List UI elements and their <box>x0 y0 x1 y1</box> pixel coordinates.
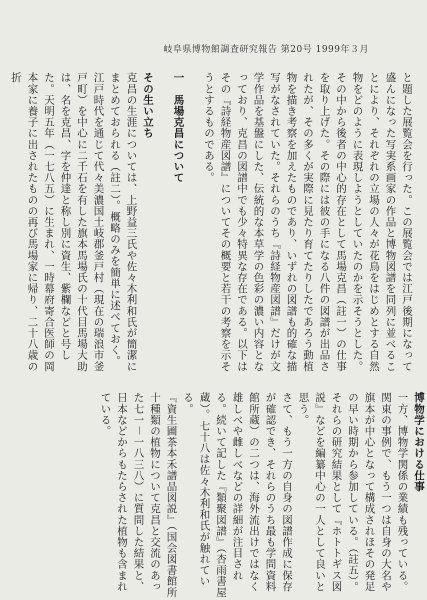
biography-paragraph-2: 江戸時代を通じて代々美濃国土岐郡釜戸村（現在の瑞浪市釜戸町）を中心に二千石を有した旗本馬場氏の十代目馬場大助は、名を克昌、字を仲達と称し別に資生、紫欄などと号した。天明五年（一七八五）に生まれ、一時幕府寄合医師の岡本家に養子に出されたものの再び馬場家に帰り、二十八歳の折 <box>10 72 105 372</box>
upper-text-block <box>8 72 416 372</box>
natural-history-paragraph-3: 『資生圃茶本禾譜品図説』（国会図書館所十種類の植物について克昌と交流のあった七一－一八三八）に質問した結果と、日本などからもたらされた植物も含まれている。 <box>99 392 178 598</box>
publication-date: 1999年３月 <box>315 45 369 55</box>
journal-title: 岐阜県博物館調査研究報告 <box>163 45 278 55</box>
natural-history-paragraph-2: さて、もう一方の自身の図譜作成に保存が確認でき、それらのうち最も学問資料館所蔵）の二つは、海外流出けではなく雄しべや雌しべなどの詳細が注目される。続いて記した『類聚図譜』（杏雨書屋蔵）。七十八は佐々木利和氏が触れている。 <box>182 392 293 598</box>
intro-paragraph: と題した展覧会を行った。この展覧会では江戸後期になって盛んになった写実系画家の作品と博物図譜を同列に並べることにより、それぞれの立場の人々が花鳥をはじめとする自然物をどのように表現しようとしていたのかを示そうとした。その中から後者の中心的存在として馬場克昌（註一）の仕事を取り上げた。その際には彼の手になる八件の図譜が出品されたが、その多くが実際に見たり育てたりしたであろう動植物を描き考察を加えたものであり、いずれの図譜も的確な描写がなされていた。それらのうち『詩経物産図譜』だけが文学作品を基盤にした、伝統的な本草学の色彩の濃い内容となっており、克昌の図譜中でも少々特異な存在である。以下はその『詩経物産図譜』についてその概要と若干の考察を示そうとするものである。 <box>203 72 413 372</box>
lower-text-block <box>97 392 427 600</box>
natural-history-heading: 博物学における仕事 <box>413 392 425 492</box>
biography-paragraph-1: 克昌の生涯については、上野益三氏や佐々木利和氏が簡潔にまとめておられる（註二）。概略のみを簡単に述べておく。 <box>109 72 138 372</box>
issue-number: 第20号 <box>280 45 313 55</box>
subsection-title: その生い立ち <box>142 72 154 139</box>
section-title: 一 馬場克昌について <box>172 72 185 183</box>
natural-history-paragraph-1: 一方、博物学関係の業績も残っている。関東の事例で、もう一つは自身の大名や旗本が中心となって構成されほその発足の早い時期から参加している。（註五）。それらの研究結果として『ホトトギス図説』などを編纂中心の一人として良いと思う。 <box>297 392 409 593</box>
journal-header <box>163 42 369 55</box>
